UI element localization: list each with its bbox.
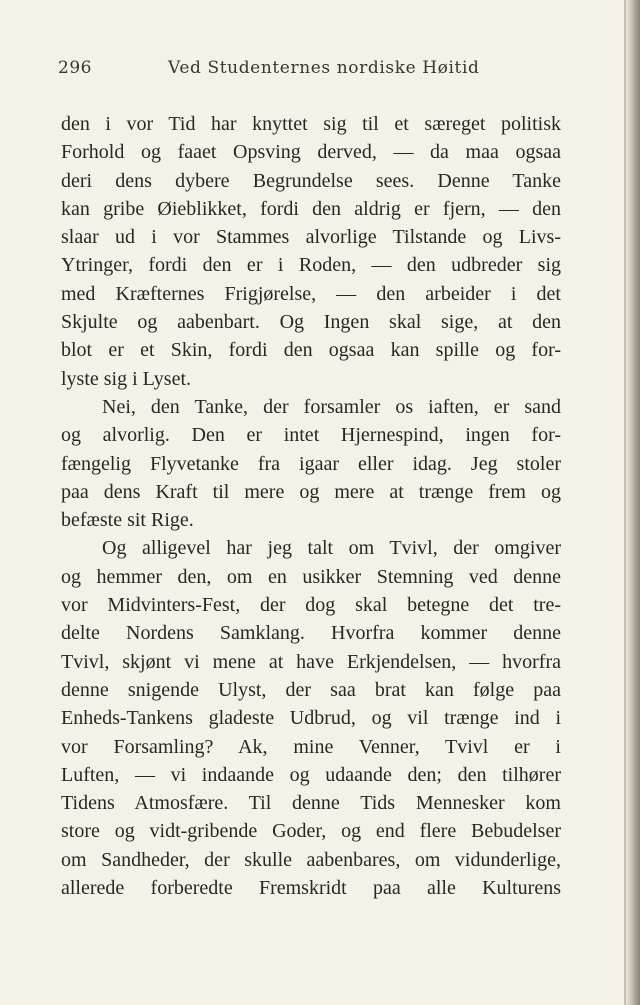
book-page-edge <box>624 0 640 1005</box>
text-line: blot er et Skin, fordi den ogsaa kan spille og for- <box>61 339 561 362</box>
text-line: paa dens Kraft til mere og mere at trænge frem og <box>61 480 561 503</box>
text-line: deri dens dybere Begrundelse sees. Denne Tanke <box>61 169 561 192</box>
body-text <box>61 110 561 902</box>
text-line: Tidens Atmosfære. Til denne Tids Mennesker kom <box>61 792 561 815</box>
text-line: Forhold og faaet Opsving derved, — da maa ogsaa <box>61 141 561 164</box>
text-line: store og vidt-gribende Goder, og end flere Bebudelser <box>61 820 561 843</box>
text-line: vor Forsamling? Ak, mine Venner, Tvivl er i <box>61 735 561 758</box>
text-line: Luften, — vi indaande og udaande den; den tilhører <box>61 763 561 786</box>
page-number: 296 <box>58 58 92 78</box>
text-line: allerede forberedte Fremskridt paa alle Kulturens <box>61 877 561 900</box>
running-title: Ved Studenternes nordiske Høitid <box>168 58 480 78</box>
text-line: Tvivl, skjønt vi mene at have Erkjendelsen, — hvorfra <box>61 650 561 673</box>
text-line: vor Midvinters-Fest, der dog skal betegne det tre- <box>61 594 561 617</box>
text-line: Enheds-Tankens gladeste Udbrud, og vil trænge ind i <box>61 707 561 730</box>
text-line: Skjulte og aabenbart. Og Ingen skal sige, at den <box>61 311 561 334</box>
text-line: og hemmer den, om en usikker Stemning ved denne <box>61 565 561 588</box>
text-line: den i vor Tid har knyttet sig til et særeget politisk <box>61 113 561 135</box>
paragraph-start-line: Og alligevel har jeg talt om Tvivl, der omgiver <box>102 537 561 560</box>
text-line: Ytringer, fordi den er i Roden, — den udbreder sig <box>61 254 561 277</box>
text-line: delte Nordens Samklang. Hvorfra kommer denne <box>61 622 561 645</box>
paragraph-end-line: befæste sit Rige. <box>61 509 194 532</box>
paragraph-end-line: lyste sig i Lyset. <box>61 367 191 390</box>
text-line: slaar ud i vor Stammes alvorlige Tilstande og Livs- <box>61 226 561 249</box>
text-line: og alvorlig. Den er intet Hjernespind, ingen for- <box>61 424 561 447</box>
text-line: med Kræfternes Frigjørelse, — den arbeider i det <box>61 282 561 305</box>
text-line: kan gribe Øieblikket, fordi den aldrig er fjern, — den <box>61 197 561 220</box>
text-line: om Sandheder, der skulle aabenbares, om vidunderlige, <box>61 848 561 871</box>
text-line: fængelig Flyvetanke fra igaar eller idag. Jeg stoler <box>61 452 561 475</box>
page-header <box>58 58 568 84</box>
text-line: denne snigende Ulyst, der saa brat kan følge paa <box>61 678 561 701</box>
paragraph-start-line: Nei, den Tanke, der forsamler os iaften, er sand <box>102 395 561 418</box>
